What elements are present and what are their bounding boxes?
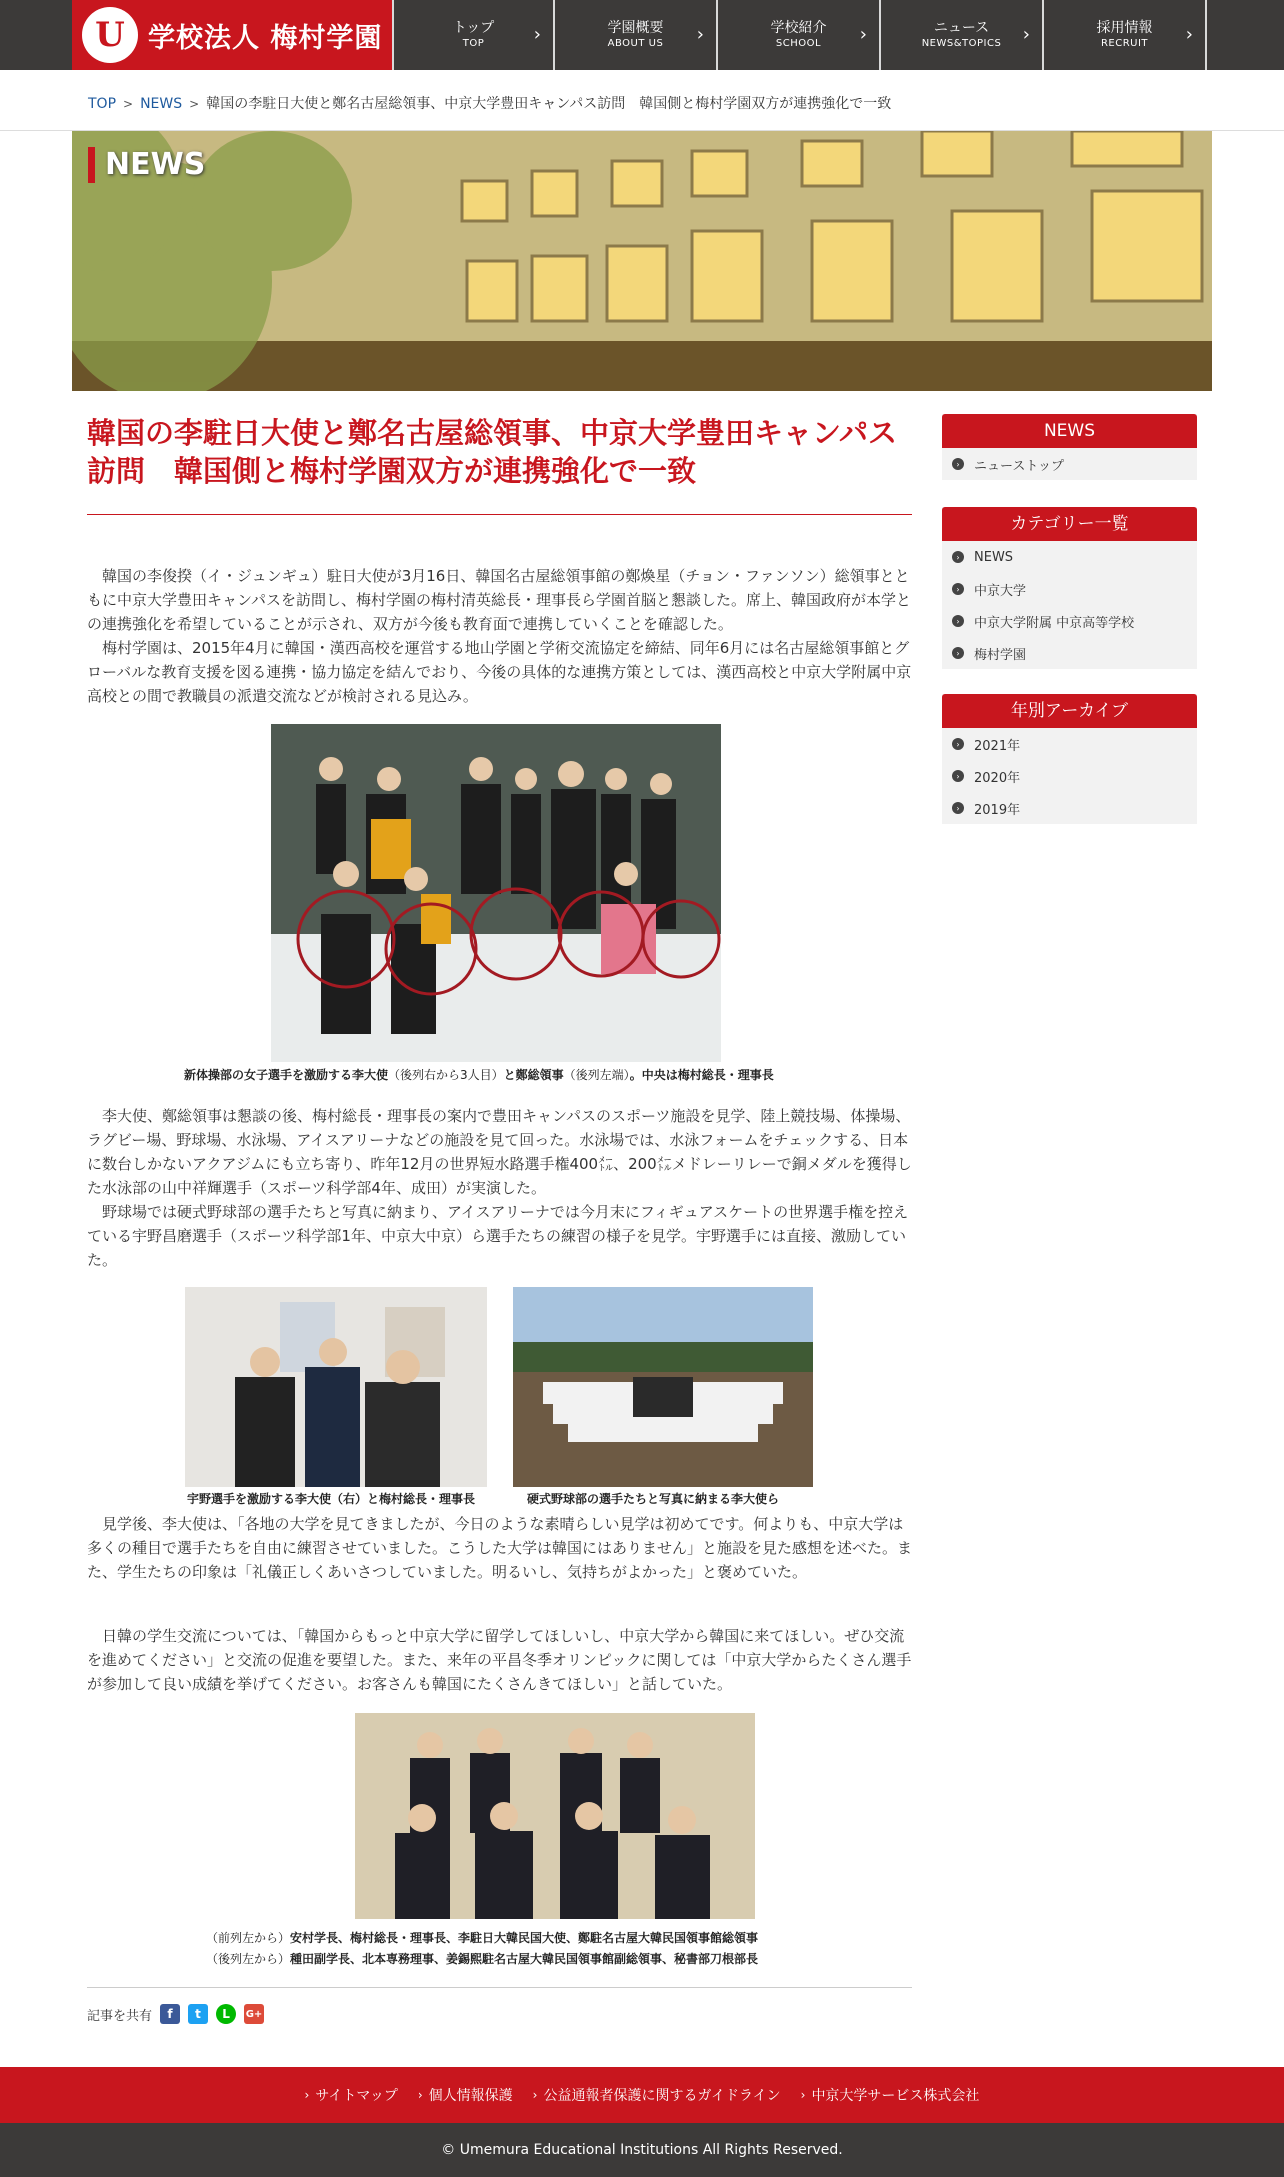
sidebar-item-label: 2021年 [974,738,1021,754]
chevron-right-icon: › [952,458,964,470]
sidebar-item-year[interactable] [942,728,1197,760]
breadcrumb-news[interactable]: NEWS [140,96,183,112]
breadcrumb-current: 韓国の李駐日大使と鄭名古屋総領事、中京大学豊田キャンパス訪問 韓国側と梅村学園双方が連携強化で一致 [206,96,892,112]
chevron-right-icon: › [952,738,964,750]
photo-caption [184,1066,774,1084]
hero-title: NEWS [88,147,205,183]
photo-rhythmic-gymnastics [271,724,721,1062]
divider [87,1987,912,1988]
nav-item-top[interactable] [392,0,555,70]
photo-graphic [185,1287,487,1487]
footer-link-label: 中京大学サービス株式会社 [811,2088,980,2104]
sidebar-item-news-top[interactable] [942,448,1197,480]
footer-links [0,2067,1284,2123]
chevron-right-icon: › [532,2088,538,2102]
caption-note: （後列左から） [206,1952,291,1966]
article-paragraph: 見学後、李大使は、「各地の大学を見てきましたが、今日のような素晴らしい見学は初めてです。何よりも、中京大学は多くの種目で選手たちを自由に練習させていました。こうした大学は韓国にはありません」と施設を見た感想を述べた。また、学生たちの印象は「礼儀正しくあいさつしていました。明るいし、気持ちがよかった」と褒めていた。 [87,1515,913,1581]
sidebar-item-category[interactable] [942,541,1197,573]
article-paragraph: 日韓の学生交流については、「韓国からもっと中京大学に留学してほしいし、中京大学から韓国に来てほしい。ぜひ交流を進めてください」と交流の促進を要望した。また、来年の平昌冬季オリンピックに関しては「中京大学からたくさん選手が参加して良い成績を挙げてください。お客さんも韓国にたくさんきてほしい」と話していた。 [87,1627,912,1693]
breadcrumb [88,92,891,116]
article-title: 韓国の李駐日大使と鄭名古屋総領事、中京大学豊田キャンパス訪問 韓国側と梅村学園双方が連携強化で一致 [87,416,897,488]
sidebar-item-label: NEWS [974,549,1014,565]
sidebar-heading: カテゴリー一覧 [942,507,1197,541]
line-icon[interactable]: L [216,2004,236,2024]
google-plus-icon[interactable]: G+ [244,2004,264,2024]
article-paragraph: 梅村学園は、2015年4月に韓国・漢西高校を運営する地山学園と学術交流協定を締結、同年6月には名古屋総領事館とグローバルな教育支援を図る連携・協力協定を結んでおり、今後の具体的な連携方策としては、漢西高校と中京大学附属中京高校との間で教職員の派遣交流などが検討される見込み。 [87,639,912,705]
chevron-right-icon: › [1185,24,1193,45]
hero-banner [72,131,1212,391]
nav-sublabel: RECRUIT [1100,38,1149,49]
photo-uno-encouragement [185,1287,487,1487]
chevron-right-icon: › [952,615,964,627]
chevron-right-icon: › [952,802,964,814]
chevron-right-icon: › [952,647,964,659]
site-logo[interactable] [72,0,392,70]
sidebar-item-year[interactable] [942,760,1197,792]
article-paragraph: 野球場では硬式野球部の選手たちと写真に納まり、アイスアリーナでは今月末にフィギュアスケートの世界選手権を控えている宇野昌磨選手（スポーツ科学部1年、中京大中京）ら選手たちの練習の様子を見学。宇野選手には直接、激励していた。 [87,1203,909,1269]
photo-baseball-team [513,1287,813,1487]
chevron-right-icon: › [952,551,964,563]
sidebar-heading: 年別アーカイブ [942,694,1197,728]
logo-text: 学校法人 梅村学園 [148,22,383,54]
footer-link-sitemap[interactable] [305,2085,398,2105]
footer-link-label: サイトマップ [315,2088,398,2104]
sidebar-item-category[interactable] [942,637,1197,669]
caption-text: 。中央は梅村総長・理事長 [629,1068,774,1082]
article-paragraph: 韓国の李俊揆（イ・ジュンギュ）駐日大使が3月16日、韓国名古屋総領事館の鄭煥星（チョン・ファンソン）総領事とともに中京大学豊田キャンパスを訪問し、梅村学園の梅村清英総長・理事長ら学園首脳と懇談した。席上、韓国政府が本学との連携強化を希望していることが示され、双方が今後も教育面で連携していくことを確認した。 [87,567,911,633]
sidebar-archive [942,694,1197,824]
nav-sublabel: SCHOOL [775,38,822,49]
nav-item-school[interactable] [718,0,881,70]
chevron-right-icon: › [304,2088,310,2102]
nav-item-recruit[interactable] [1044,0,1207,70]
sidebar-item-label: 梅村学園 [974,647,1027,663]
sidebar-categories [942,507,1197,669]
photo-graphic [271,724,721,1062]
caption-note: （後列右から3人目） [388,1068,504,1082]
caption-text: 新体操部の女子選手を激励する李大使 [184,1068,389,1082]
main-nav [392,0,1207,70]
header-bar [0,0,1284,70]
breadcrumb-top[interactable]: TOP [88,96,117,112]
nav-label: ニュース [933,20,990,36]
chevron-right-icon: › [533,24,541,45]
chevron-right-icon: › [1022,24,1030,45]
sidebar-item-label: ニューストップ [974,458,1064,474]
footer-link-whistleblower[interactable] [533,2085,781,2105]
sidebar-item-year[interactable] [942,792,1197,824]
nav-label: 採用情報 [1096,20,1153,36]
photo-graphic [355,1713,755,1919]
nav-sublabel: NEWS&TOPICS [921,38,1002,49]
chevron-right-icon: › [859,24,867,45]
chevron-right-icon: › [952,770,964,782]
nav-item-news[interactable] [881,0,1044,70]
footer-link-privacy[interactable] [418,2085,513,2105]
chevron-right-icon: › [800,2088,806,2102]
sidebar-item-label: 2019年 [974,802,1021,818]
article-paragraph: 李大使、鄭総領事は懇談の後、梅村総長・理事長の案内で豊田キャンパスのスポーツ施設を見学、陸上競技場、体操場、ラグビー場、野球場、水泳場、アイスアリーナなどの施設を見て回った。水泳場では、水泳フォームをチェックする、日本に数台しかないアクアジムにも立ち寄り、昨年12月の世界短水路選手権400㍍、200㍍メドレーリレーで銅メダルを獲得した水泳部の山中祥輝選手（スポーツ科学部4年、成田）が実演した。 [87,1107,912,1197]
sidebar-item-category[interactable] [942,573,1197,605]
nav-label: 学園概要 [607,20,664,36]
sidebar-item-label: 2020年 [974,770,1021,786]
photo-caption [206,1950,758,1968]
sidebar-item-label: 中京大学附属 中京高等学校 [974,615,1135,631]
logo-mark: U [82,7,138,63]
twitter-icon[interactable]: t [188,2004,208,2024]
caption-text: と鄭総領事 [503,1068,564,1082]
nav-label: トップ [452,20,495,36]
facebook-icon[interactable]: f [160,2004,180,2024]
sidebar-heading: NEWS [942,414,1197,448]
photo-caption [206,1929,758,1947]
photo-group-commemorative [355,1713,755,1919]
nav-item-about[interactable] [555,0,718,70]
footer-link-service-company[interactable] [801,2085,980,2105]
sidebar-news [942,414,1197,480]
copyright: © Umemura Educational Institutions All Rights Reserved. [0,2123,1284,2177]
photo-caption: 硬式野球部の選手たちと写真に納まる李大使ら [527,1492,780,1506]
share-label: 記事を共有 [87,2008,153,2024]
photo-graphic [513,1287,813,1487]
chevron-right-icon: > [189,97,200,111]
caption-text: 種田副学長、北本専務理事、姜錫熙駐名古屋大韓民国領事館副総領事、秘書部刀根部長 [290,1952,759,1966]
sidebar-item-label: 中京大学 [974,583,1027,599]
nav-sublabel: ABOUT US [607,38,664,49]
caption-note: （後列左端） [563,1068,630,1082]
photo-caption: 宇野選手を激励する李大使（右）と梅村総長・理事長 [187,1492,476,1506]
chevron-right-icon: › [417,2088,423,2102]
footer-link-label: 個人情報保護 [428,2088,513,2104]
chevron-right-icon: › [696,24,704,45]
title-divider [87,514,912,515]
nav-label: 学校紹介 [770,20,827,36]
nav-sublabel: TOP [462,38,485,49]
chevron-right-icon: > [123,97,134,111]
hero-building-image [72,131,1212,391]
footer-link-label: 公益通報者保護に関するガイドライン [543,2088,781,2104]
sidebar-item-category[interactable] [942,605,1197,637]
share-bar [87,2004,264,2024]
chevron-right-icon: › [952,583,964,595]
caption-text: 安村学長、梅村総長・理事長、李駐日大韓民国大使、鄭駐名古屋大韓民国領事館総領事 [290,1931,759,1945]
caption-note: （前列左から） [206,1931,291,1945]
